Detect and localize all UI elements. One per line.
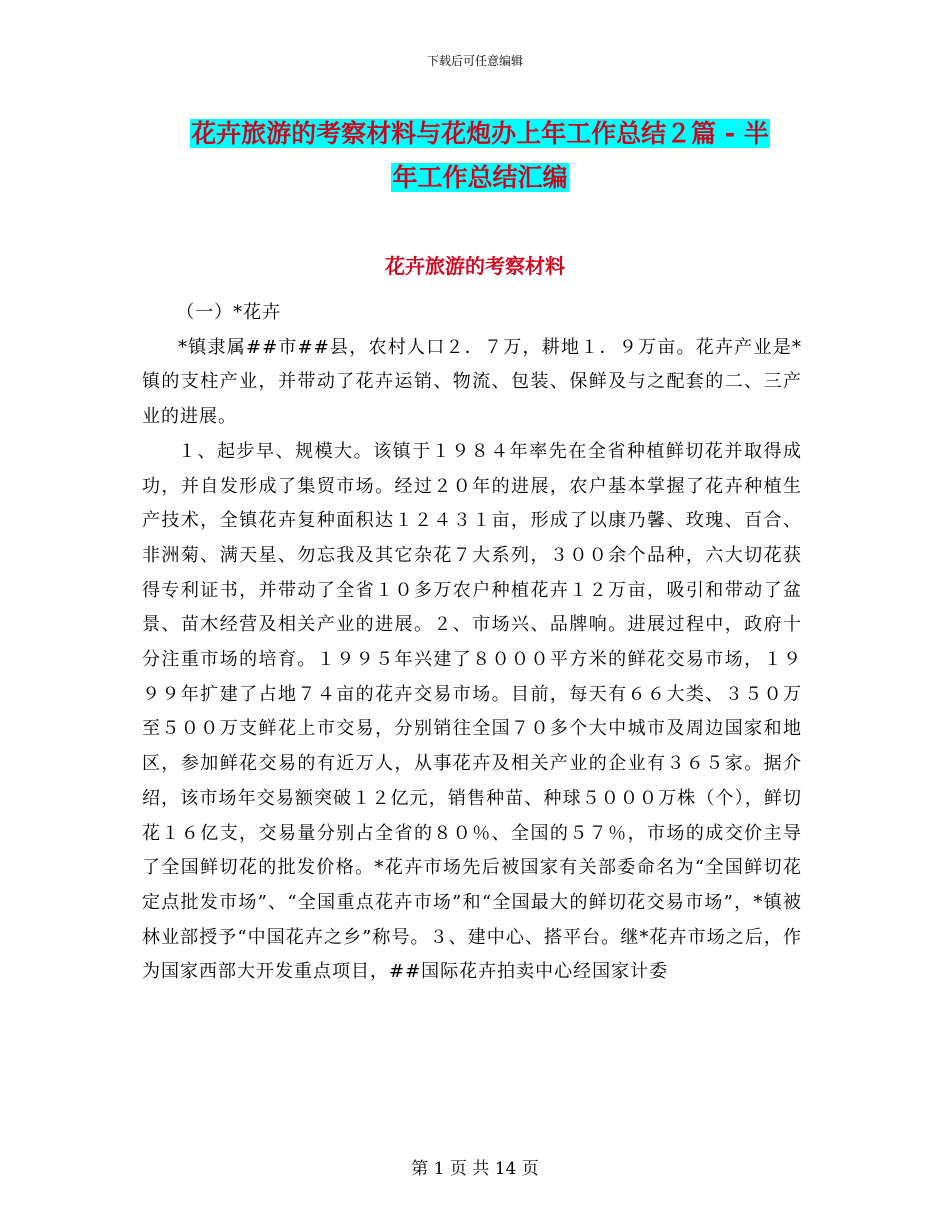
- document-title-line-2: 年工作总结汇编: [392, 163, 568, 192]
- document-title: [140, 112, 820, 200]
- subheading: （一）*花卉: [176, 302, 282, 323]
- page-header-note: 下载后可任意编辑: [426, 54, 523, 68]
- body-paragraph: １、起步早、规模大。该镇于１９８４年率先在全省种植鲜切花并取得成功，并自发形成了集贸市场。经过２０年的进展，农户基本掌握了花卉种植生产技术，全镇花卉复种面积达１２４３１亩，形成了以康乃馨、玫瑰、百合、非洲菊、满天星、勿忘我及其它杂花７大系列，３００余个品种，六大切花获得专利证书，并带动了全省１０多万农户种植花卉１２万亩，吸引和带动了盆景、苗木经营及相关产业的进展。２、市场兴、品牌响。进展过程中，政府十分注重市场的培育。１９９５年兴建了８０００平方米的鲜花交易市场，１９９９年扩建了占地７４亩的花卉交易市场。目前，每天有６６大类、３５０万至５００万支鲜花上市交易，分别销往全国７０多个大中城市及周边国家和地区，参加鲜花交易的有近万人，从事花卉及相关产业的企业有３６５家。据介绍，该市场年交易额突破１２亿元，销售种苗、种球５０００万株（个），鲜切花１６亿支，交易量分别占全省的８０％、全国的５７％，市场的成交价主导了全国鲜切花的批发价格。*花卉市场先后被国家有关部委命名为“全国鲜切花定点批发市场”、“全国重点花卉市场”和“全国最大的鲜切花交易市场”，*镇被林业部授予“中国花卉之乡”称号。３、建中心、搭平台。继*花卉市场之后，作为国家西部大开发重点项目，##国际花卉拍卖中心经国家计委: [142, 440, 802, 983]
- section-title: 花卉旅游的考察材料: [385, 254, 565, 278]
- body-paragraph: *镇隶属##市##县，农村人口２．７万，耕地１．９万亩。花卉产业是*镇的支柱产业，并带动了花卉运销、物流、包装、保鲜及与之配套的二、三产业的进展。: [142, 336, 802, 428]
- page-number-footer: 第 1 页 共 14 页: [411, 1159, 539, 1179]
- document-title-line-1: 花卉旅游的考察材料与花炮办上年工作总结２篇 - 半: [191, 119, 769, 148]
- document-body: [142, 296, 802, 990]
